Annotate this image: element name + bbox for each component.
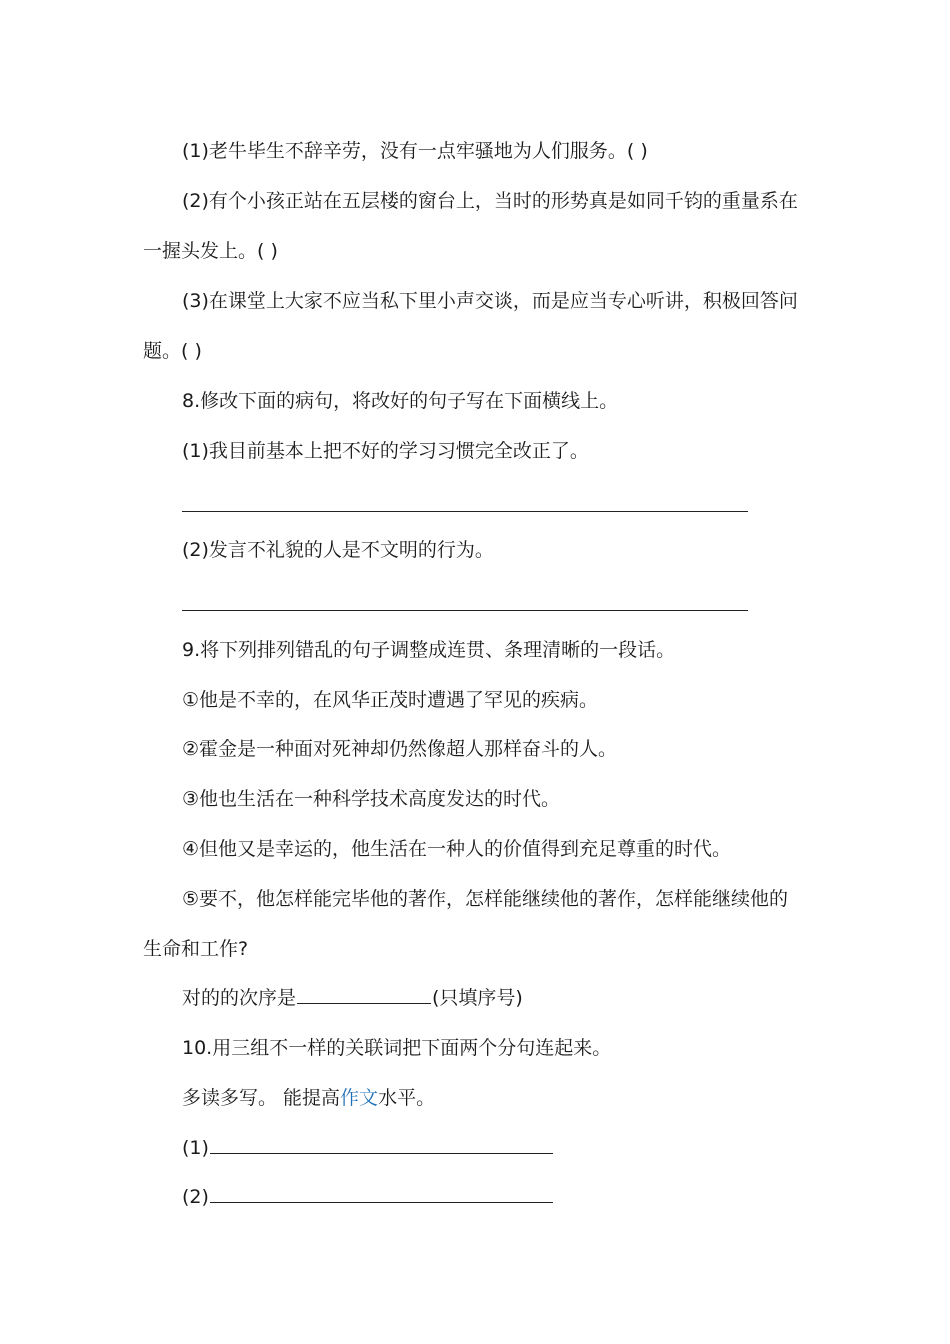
q9-sentence-2: ②霍金是一种面对死神却仍然像超人那样奋斗的人。	[182, 738, 618, 760]
q10-clause-before: 多读多写。 能提高	[182, 1087, 341, 1109]
q7-item-2-line-1: (2)有个小孩正站在五层楼的窗台上，当时的形势真是如同千钧的重量系在	[182, 190, 798, 212]
q10-answer-blank-1[interactable]	[210, 1135, 553, 1154]
q8-title: 8.修改下面的病句，将改好的句子写在下面横线上。	[182, 390, 619, 412]
q7-item-2-line-2: 一握头发上。( )	[143, 240, 278, 262]
q10-answer-row-1	[182, 1135, 554, 1161]
q9-sentence-4: ④但他又是幸运的，他生活在一种人的价值得到充足尊重的时代。	[182, 838, 732, 860]
q9-sentence-1: ①他是不幸的，在风华正茂时遭遇了罕见的疾病。	[182, 689, 599, 711]
q10-item-1-label: (1)	[182, 1137, 209, 1159]
q7-item-3-line-2: 题。( )	[143, 340, 202, 362]
q10-clauses	[182, 1085, 435, 1111]
q8-answer-line-1[interactable]	[182, 511, 748, 512]
q8-item-2: (2)发言不礼貌的人是不文明的行为。	[182, 539, 494, 561]
q9-answer-blank[interactable]	[297, 985, 431, 1004]
q10-clause-link[interactable]: 作文	[340, 1087, 379, 1109]
q10-item-2-label: (2)	[182, 1186, 209, 1208]
q9-sentence-5-line-2: 生命和工作?	[143, 938, 249, 960]
q10-answer-row-2	[182, 1184, 554, 1210]
q10-title: 10.用三组不一样的关联词把下面两个分句连起来。	[182, 1037, 612, 1059]
q9-title: 9.将下列排列错乱的句子调整成连贯、条理清晰的一段话。	[182, 639, 676, 661]
q9-answer-prefix: 对的的次序是	[182, 987, 297, 1009]
q8-answer-line-2[interactable]	[182, 610, 748, 611]
q7-item-3-line-1: (3)在课堂上大家不应当私下里小声交谈，而是应当专心听讲，积极回答问	[182, 290, 798, 312]
q10-answer-blank-2[interactable]	[210, 1184, 553, 1203]
q9-answer-suffix: (只填序号)	[432, 987, 523, 1009]
q7-item-1: (1)老牛毕生不辞辛劳，没有一点牢骚地为人们服务。( )	[182, 140, 648, 162]
q9-sentence-3: ③他也生活在一种科学技术高度发达的时代。	[182, 788, 561, 810]
q10-clause-after: 水平。	[378, 1087, 436, 1109]
q9-sentence-5-line-1: ⑤要不，他怎样能完毕他的著作，怎样能继续他的著作，怎样能继续他的	[182, 888, 789, 910]
q9-answer-row	[182, 985, 523, 1011]
q8-item-1: (1)我目前基本上把不好的学习习惯完全改正了。	[182, 440, 589, 462]
